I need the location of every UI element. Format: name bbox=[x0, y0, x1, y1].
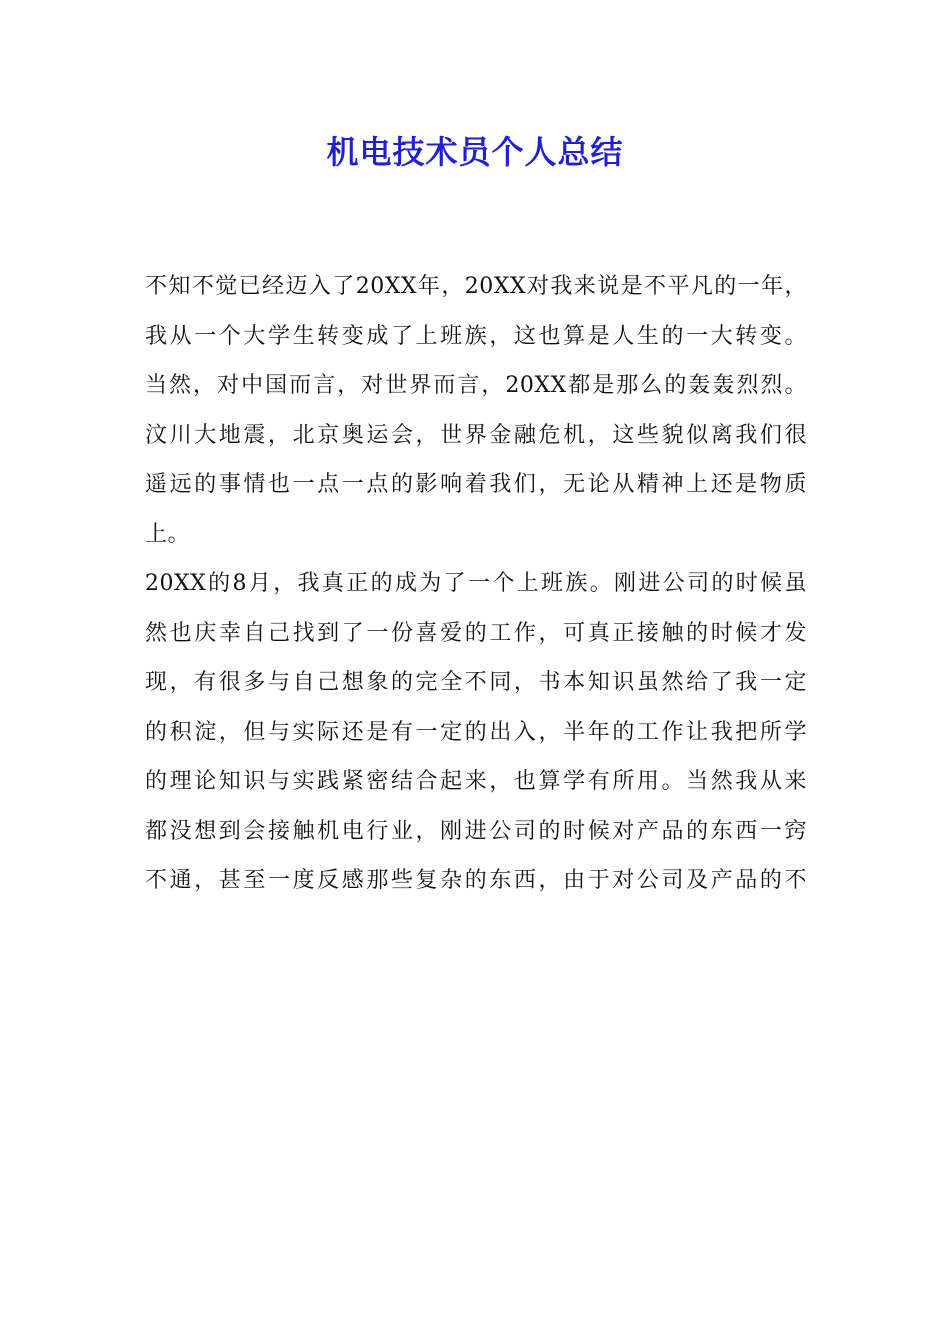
body-line: 不通，甚至一度反感那些复杂的东西，由于对公司及产品的不 bbox=[145, 868, 807, 893]
body-line: 的理论知识与实践紧密结合起来，也算学有所用。当然我从来 bbox=[145, 769, 807, 794]
body-line: 遥远的事情也一点一点的影响着我们，无论从精神上还是物质 bbox=[145, 472, 807, 497]
body-line: 的积淀，但与实际还是有一定的出入，半年的工作让我把所学 bbox=[145, 719, 807, 745]
body-line: 20XX的8月，我真正的成为了一个上班族。刚进公司的时候虽 bbox=[145, 571, 807, 596]
document-title: 机电技术员个人总结 bbox=[326, 133, 624, 171]
body-line: 汶川大地震，北京奥运会，世界金融危机，这些貌似离我们很 bbox=[145, 422, 807, 448]
body-line: 我从一个大学生转变成了上班族，这也算是人生的一大转变。 bbox=[145, 323, 807, 349]
body-line: 现，有很多与自己想象的完全不同，书本知识虽然给了我一定 bbox=[145, 670, 807, 695]
body-line: 不知不觉已经迈入了20XX年，20XX对我来说是不平凡的一年， bbox=[145, 274, 807, 299]
body-line: 上。 bbox=[145, 521, 191, 547]
body-line: 然也庆幸自己找到了一份喜爱的工作，可真正接触的时候才发 bbox=[145, 620, 807, 646]
body-line: 都没想到会接触机电行业，刚进公司的时候对产品的东西一窍 bbox=[145, 818, 807, 844]
document-body bbox=[145, 262, 807, 906]
body-line: 当然，对中国而言，对世界而言，20XX都是那么的轰轰烈烈。 bbox=[145, 373, 807, 398]
